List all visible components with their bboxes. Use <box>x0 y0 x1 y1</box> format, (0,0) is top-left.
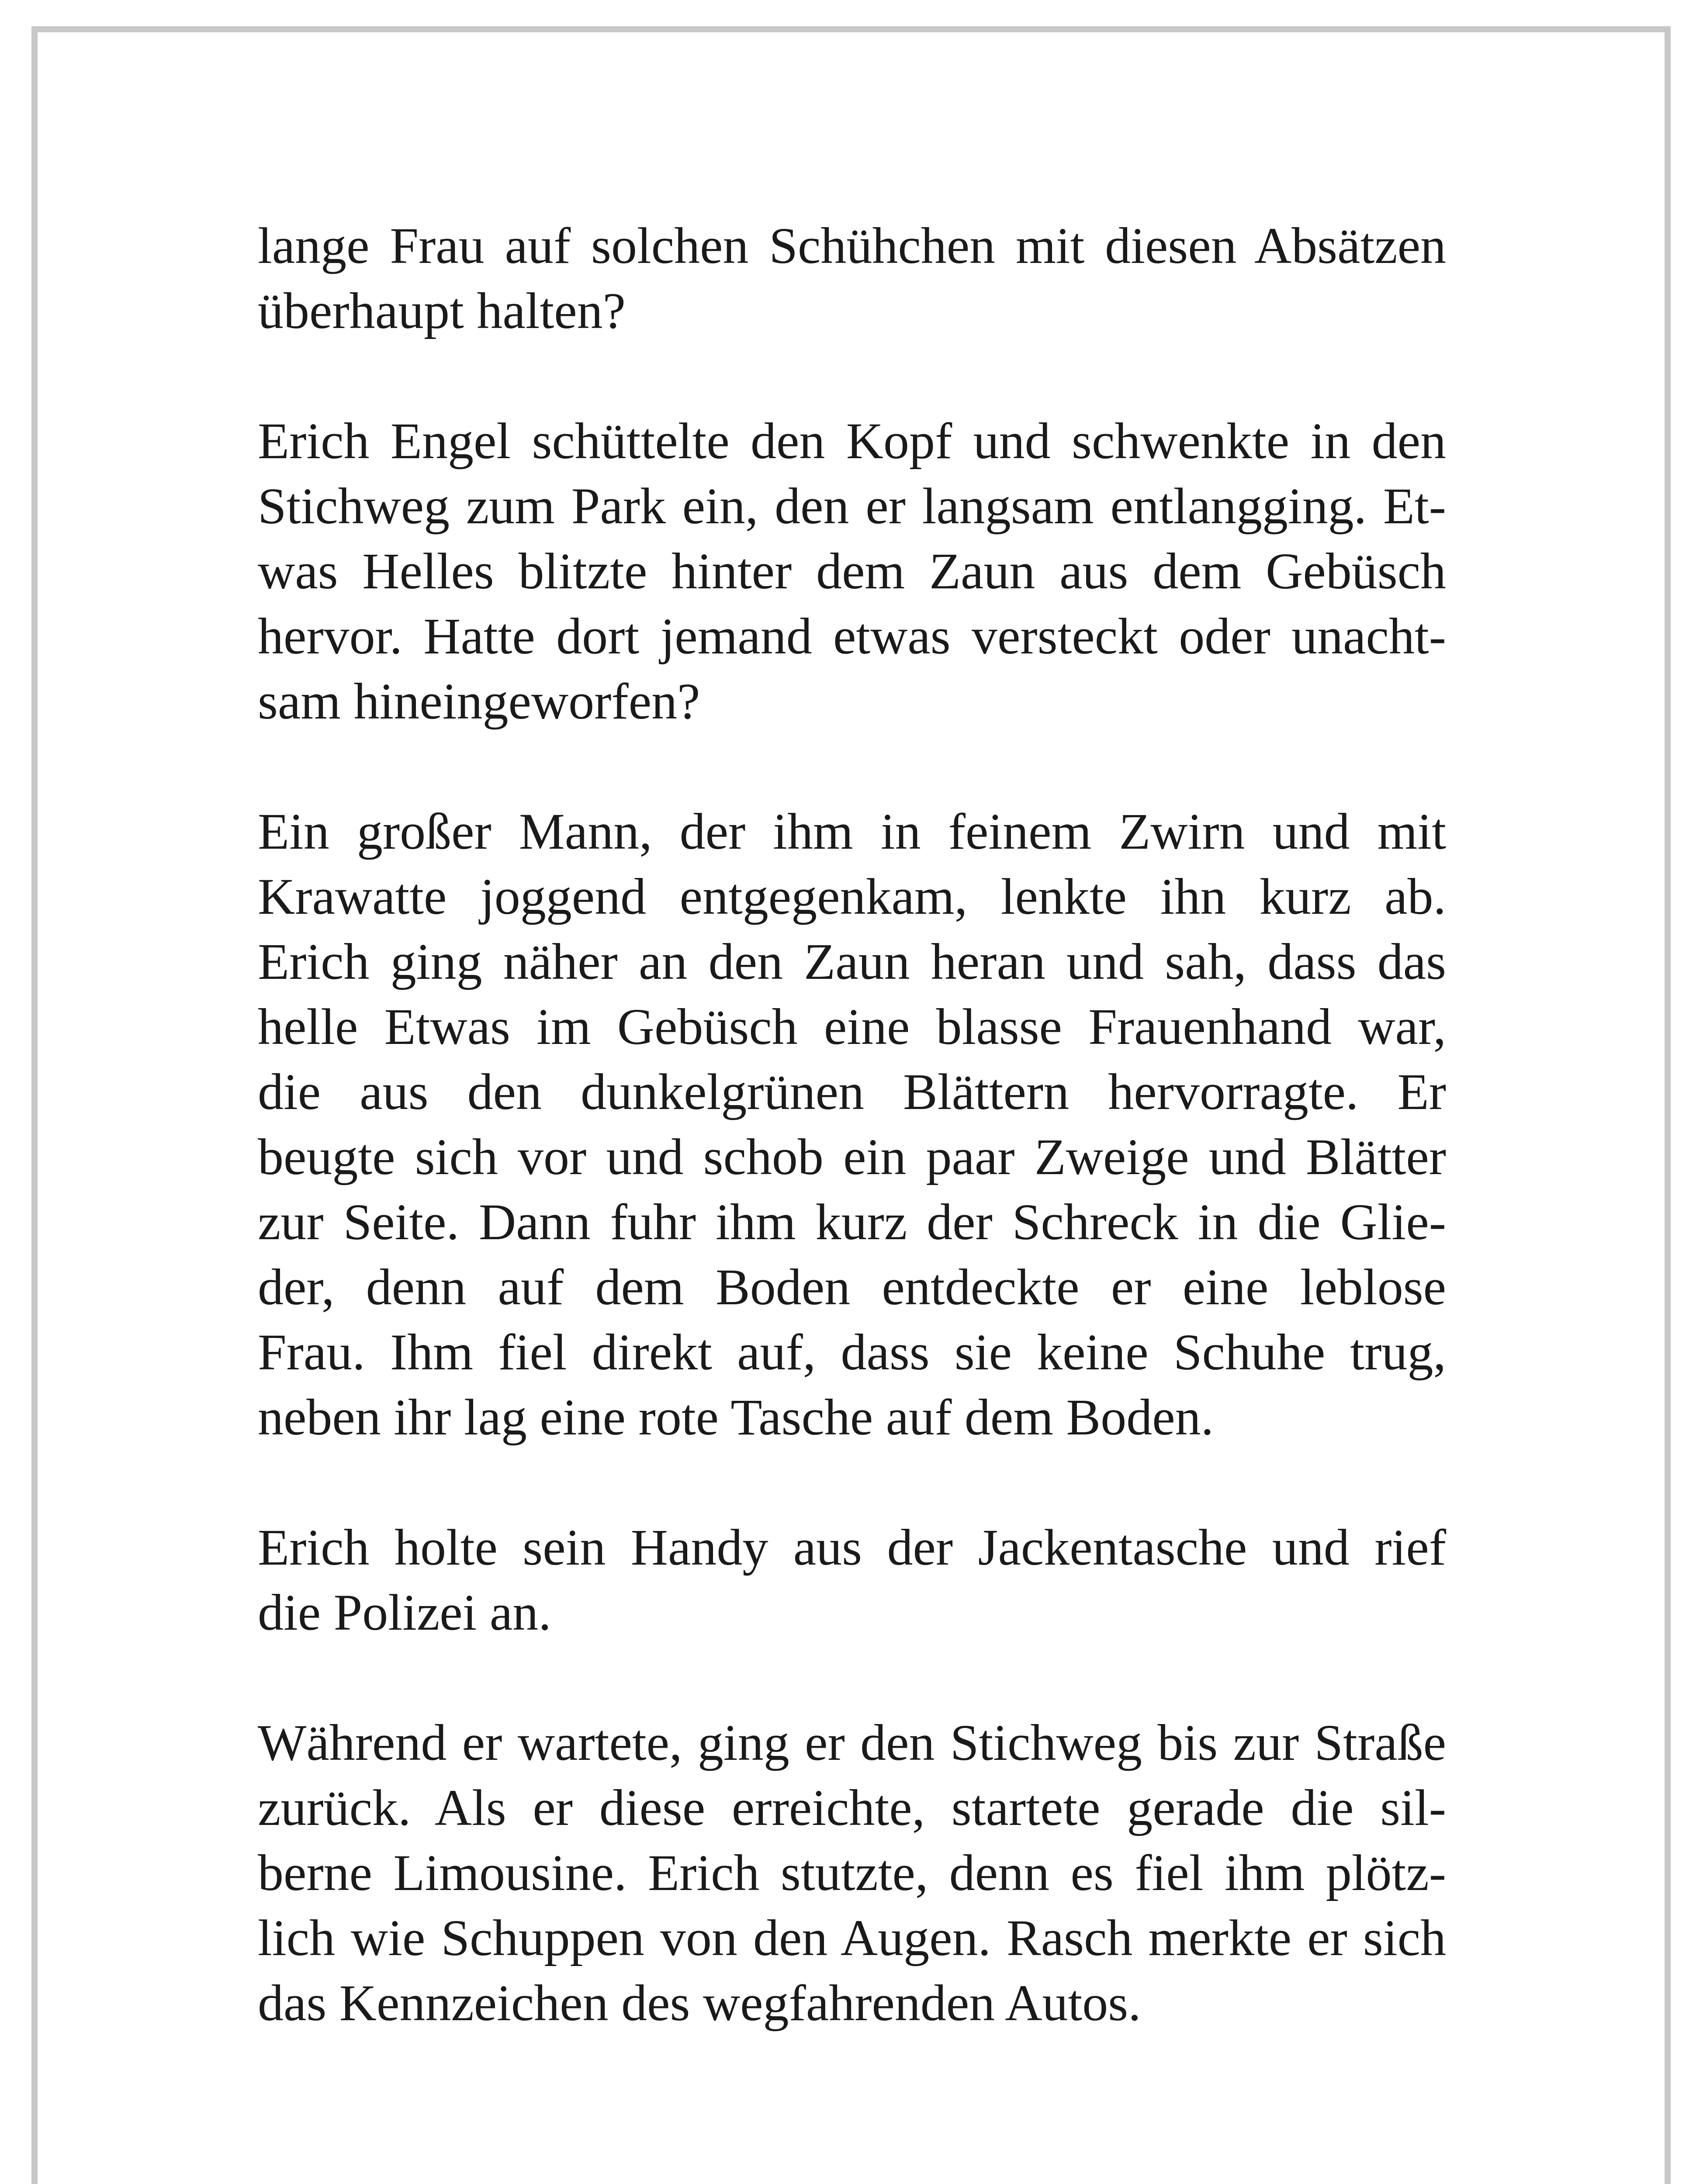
text-line: das Kennzeichen des wegfahrenden Autos. <box>258 1974 1141 2032</box>
text-line: lich wie Schuppen von den Augen. Rasch merkte er sich <box>258 1909 1446 1966</box>
text-line: Stichweg zum Park ein, den er langsam entlangging. Et- <box>258 477 1446 535</box>
paragraph <box>258 1515 1446 1645</box>
text-line: Erich ging näher an den Zaun heran und sah, dass das <box>258 933 1446 990</box>
text-line: Krawatte joggend entgegenkam, lenkte ihn kurz ab. <box>258 868 1446 925</box>
text-line: Erich holte sein Handy aus der Jackentasche und rief <box>258 1519 1446 1576</box>
text-line: sam hineingeworfen? <box>258 673 700 730</box>
text-line: Frau. Ihm fiel direkt auf, dass sie keine Schuhe trug, <box>258 1324 1446 1381</box>
text-line: was Helles blitzte hinter dem Zaun aus dem Gebüsch <box>258 543 1446 600</box>
text-line: überhaupt halten? <box>258 282 626 339</box>
text-line: zur Seite. Dann fuhr ihm kurz der Schreck in die Glie- <box>258 1193 1446 1251</box>
text-line: die Polizei an. <box>258 1584 551 1641</box>
paragraph <box>258 799 1446 1450</box>
text-line: berne Limousine. Erich stutzte, denn es fiel ihm plötz- <box>258 1844 1446 1901</box>
text-line: der, denn auf dem Boden entdeckte er eine leblose <box>258 1258 1446 1316</box>
text-line: helle Etwas im Gebüsch eine blasse Frauenhand war, <box>258 998 1446 1055</box>
text-line: Ein großer Mann, der ihm in feinem Zwirn und mit <box>258 803 1446 860</box>
text-line: lange Frau auf solchen Schühchen mit diesen Absätzen <box>258 217 1446 274</box>
text-line: Erich Engel schüttelte den Kopf und schwenkte in den <box>258 412 1446 470</box>
text-line: beugte sich vor und schob ein paar Zweige und Blätter <box>258 1128 1446 1185</box>
text-line: neben ihr lag eine rote Tasche auf dem Boden. <box>258 1389 1214 1446</box>
paragraph <box>258 213 1446 343</box>
paragraph <box>258 408 1446 734</box>
paragraph <box>258 1710 1446 2035</box>
text-line: die aus den dunkelgrünen Blättern hervorragte. Er <box>258 1063 1446 1120</box>
text-line: Während er wartete, ging er den Stichweg bis zur Straße <box>258 1714 1446 1771</box>
text-line: hervor. Hatte dort jemand etwas versteckt oder unacht- <box>258 608 1446 665</box>
body-text <box>258 213 1446 2101</box>
text-line: zurück. Als er diese erreichte, startete gerade die sil- <box>258 1779 1446 1836</box>
